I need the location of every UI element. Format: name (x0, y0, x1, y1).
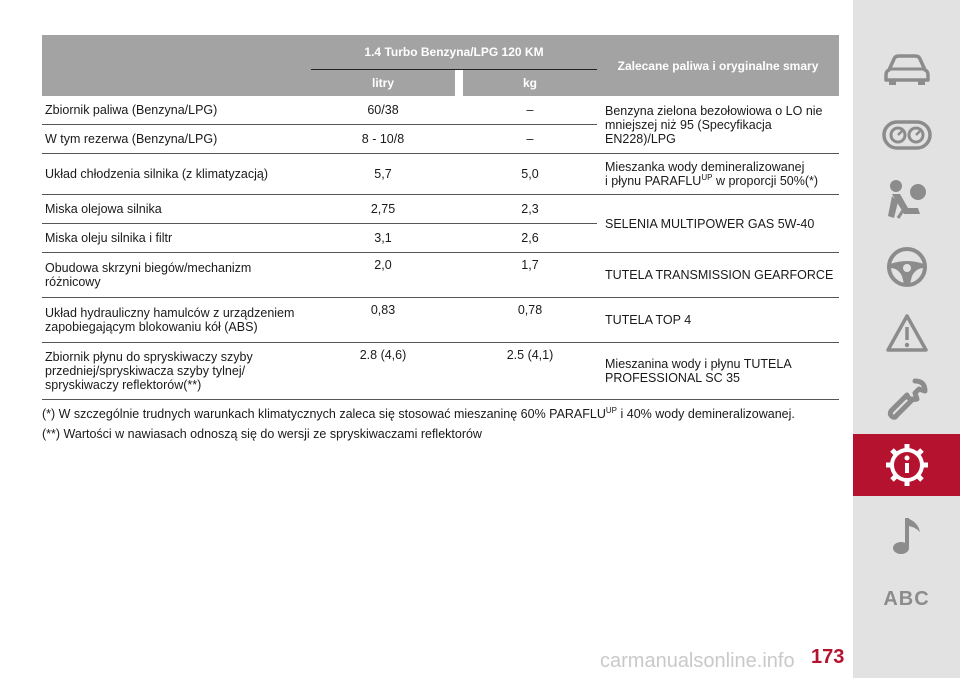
table-row (42, 195, 839, 224)
row-kg: 2,3 (463, 195, 597, 224)
row-liters: 2.8 (4,6) (311, 343, 455, 400)
rec-washer: Mieszanina wody i płynu TUTELA PROFESSIONAL SC 35 (597, 343, 839, 400)
chapter-sidebar (853, 0, 960, 678)
music-note-icon (890, 514, 924, 556)
row-kg: – (463, 125, 597, 154)
row-kg: 2.5 (4,1) (463, 343, 597, 400)
row-name: Miska olejowa silnika (42, 195, 311, 224)
header-blank (42, 35, 311, 96)
footnote-1-text-end: i 40% wody demineralizowanej. (617, 407, 795, 421)
row-kg: 2,6 (463, 224, 597, 253)
sidebar-item-safety[interactable] (853, 170, 960, 232)
rec-gear: TUTELA TRANSMISSION GEARFORCE (597, 253, 839, 298)
row-kg: 5,0 (463, 154, 597, 195)
row-name-washer (42, 343, 311, 400)
index-abc-label: ABC (883, 587, 930, 610)
table-row (42, 154, 839, 195)
technical-data-content (42, 35, 839, 444)
header-engine-group: 1.4 Turbo Benzyna/LPG 120 KM (311, 35, 597, 70)
table-row (42, 343, 839, 400)
table-row (42, 298, 839, 343)
page-number: 173 (811, 646, 845, 668)
footnote-1 (42, 404, 839, 424)
row-name: Miska oleju silnika i filtr (42, 224, 311, 253)
technical-data-gear-icon (884, 442, 930, 488)
sidebar-item-car[interactable] (853, 38, 960, 100)
rec-coolant-line1: Mieszanka wody demineralizowanej (605, 160, 805, 174)
steering-wheel-icon (886, 246, 928, 288)
row-name: W tym rezerwa (Benzyna/LPG) (42, 125, 311, 154)
row-liters: 8 - 10/8 (311, 125, 455, 154)
wrench-icon (885, 377, 929, 421)
row-name: Układ chłodzenia silnika (z klimatyzacją) (42, 154, 311, 195)
sidebar-item-technical-data[interactable] (853, 434, 960, 496)
sidebar-item-index[interactable] (853, 568, 960, 630)
footnote-1-text: (*) W szczególnie trudnych warunkach klimatycznych zaleca się stosować mieszaninę 60% PARAFLU (42, 407, 606, 421)
row-liters: 0,83 (311, 298, 455, 343)
dashboard-gauges-icon (882, 120, 932, 150)
row-name-mark: (**) (183, 378, 202, 392)
table-row (42, 253, 839, 298)
header-spacer (455, 70, 463, 97)
rec-coolant (597, 154, 839, 195)
rec-coolant-mark: (*) (804, 174, 819, 188)
rec-coolant-line2: i płynu PARAFLU (605, 174, 702, 188)
rec-coolant-line2b: w proporcji 50% (712, 174, 805, 188)
row-kg: – (463, 96, 597, 125)
header-liters: litry (311, 70, 455, 97)
row-kg: 1,7 (463, 253, 597, 298)
warning-triangle-icon (885, 313, 929, 353)
rec-coolant-sup: UP (701, 172, 713, 182)
footnote-2: (**) Wartości w nawiasach odnoszą się do wersji ze spryskiwaczami reflektorów (42, 427, 482, 441)
row-liters: 3,1 (311, 224, 455, 253)
footnote-1-sup: UP (605, 405, 618, 415)
row-name: Układ hydrauliczny hamulców z urządzeniem zapobiegającym blokowaniu kół (ABS) (42, 298, 311, 343)
sidebar-item-multimedia[interactable] (853, 504, 960, 566)
sidebar-item-emergency[interactable] (853, 302, 960, 364)
rec-fuel: Benzyna zielona bezołowiowa o LO nie mniejszej niż 95 (Specyfikacja EN228)/LPG (597, 96, 839, 154)
rec-brake: TUTELA TOP 4 (597, 298, 839, 343)
header-kg: kg (463, 70, 597, 97)
row-name: Zbiornik paliwa (Benzyna/LPG) (42, 96, 311, 125)
rec-oil: SELENIA MULTIPOWER GAS 5W-40 (597, 195, 839, 253)
row-liters: 5,7 (311, 154, 455, 195)
row-liters: 2,75 (311, 195, 455, 224)
sidebar-item-driving[interactable] (853, 236, 960, 298)
header-recommended: Zalecane paliwa i oryginalne smary (597, 35, 839, 96)
row-name: Zbiornik płynu do spryskiwaczy szyby przedniej/spryskiwacza szyby tylnej/ spryskiwaczy reflektorów (45, 350, 253, 392)
footnotes (42, 404, 839, 444)
row-kg: 0,78 (463, 298, 597, 343)
fluids-capacity-table (42, 35, 839, 400)
row-name: Obudowa skrzyni biegów/mechanizm różnicowy (42, 253, 311, 298)
sidebar-item-dashboard[interactable] (853, 104, 960, 166)
watermark: carmanualsonline.info (600, 650, 795, 672)
car-icon (883, 52, 931, 86)
table-row (42, 96, 839, 125)
sidebar-item-maintenance[interactable] (853, 368, 960, 430)
seat-airbag-icon (884, 178, 930, 224)
row-liters: 60/38 (311, 96, 455, 125)
row-liters: 2,0 (311, 253, 455, 298)
